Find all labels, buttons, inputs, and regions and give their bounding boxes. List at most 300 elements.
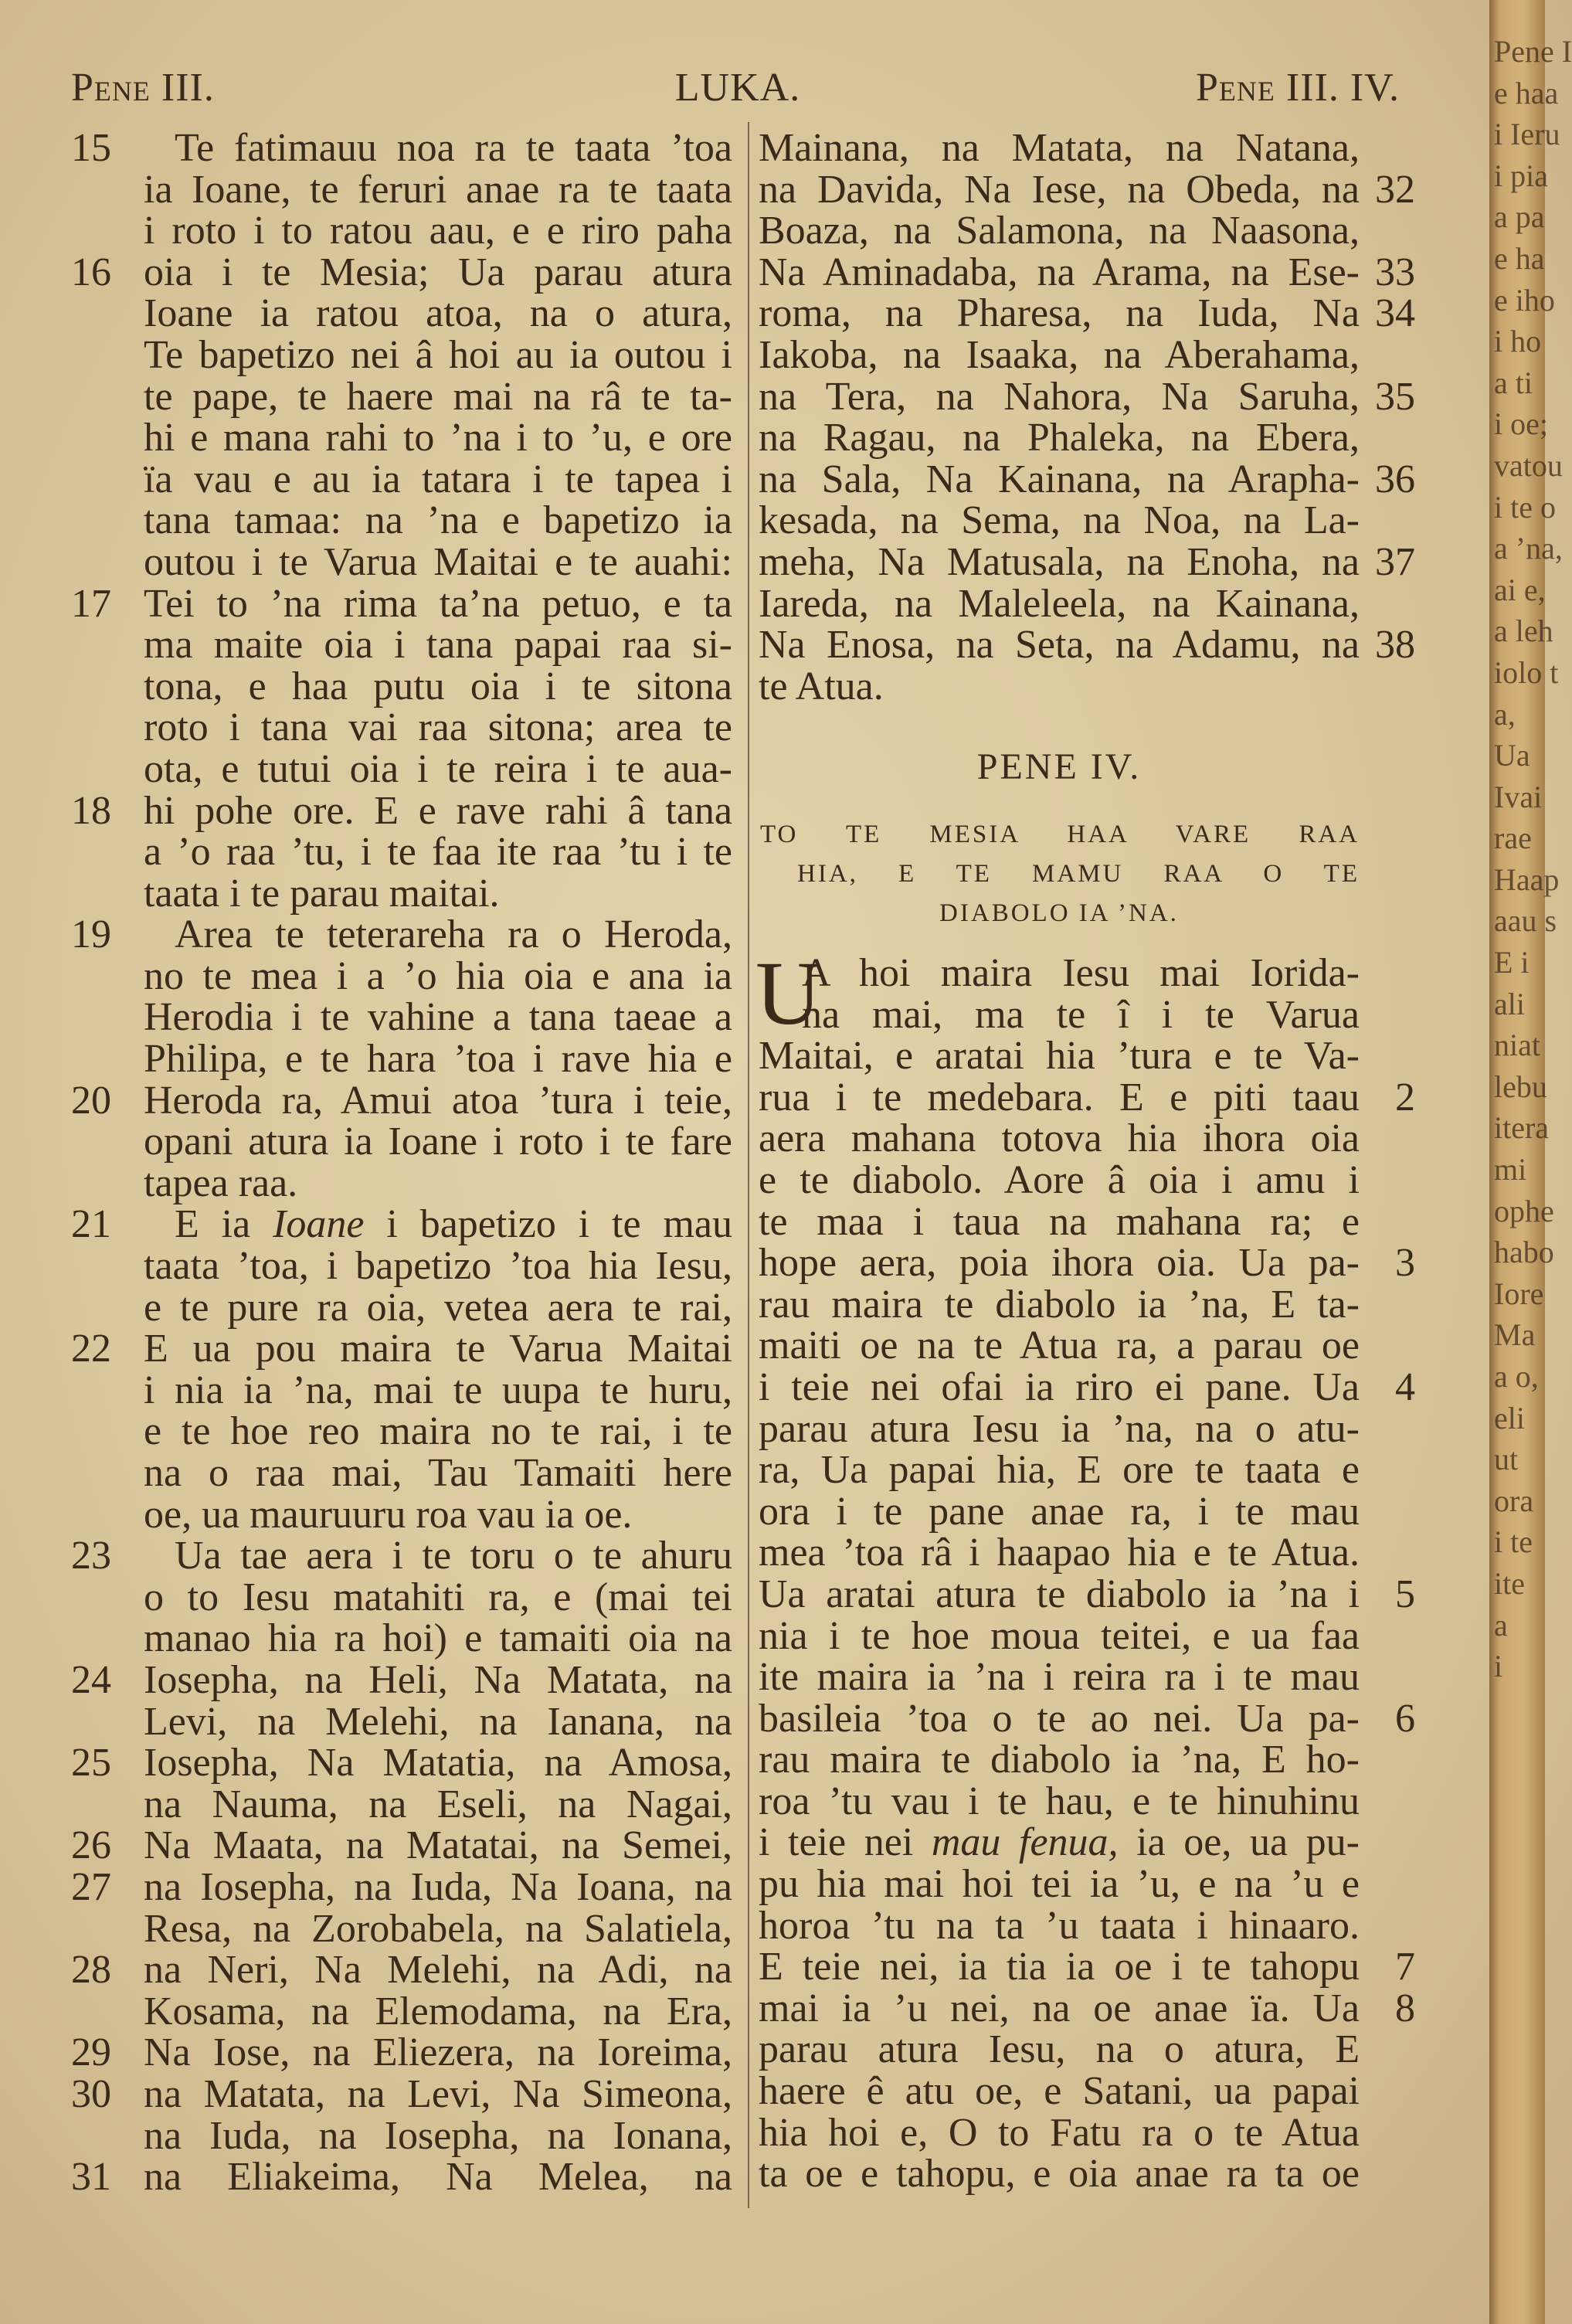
verse-number: 7 xyxy=(1395,1945,1415,1989)
text-run: outou i te Varua Maitai e te auahi: xyxy=(144,539,732,584)
text-run: Boaza, na Salamona, na Naasona, xyxy=(759,209,1360,253)
text-run: hia hoi e, O to Fatu ra o te Atua xyxy=(759,2110,1360,2155)
text-line xyxy=(71,169,732,211)
line-text xyxy=(144,210,732,252)
adjacent-page-text-fragment: niat xyxy=(1494,1028,1540,1063)
text-line xyxy=(71,1742,732,1784)
line-text xyxy=(759,500,1360,542)
line-text xyxy=(759,2112,1360,2154)
line-text xyxy=(144,666,732,708)
line-text xyxy=(144,2071,732,2116)
text-line xyxy=(71,1245,732,1287)
text-line xyxy=(759,1864,1423,1905)
line-text xyxy=(759,1905,1360,1947)
text-line xyxy=(759,1157,1423,1202)
adjacent-page-text-fragment: ophe xyxy=(1494,1193,1554,1228)
text-line xyxy=(759,500,1423,542)
line-text xyxy=(759,169,1360,211)
text-line xyxy=(759,169,1423,211)
text-run: Te bapetizo nei â hoi au ia outou i xyxy=(144,332,732,377)
text-line xyxy=(71,914,732,956)
adjacent-page-text-fragment: habo xyxy=(1494,1235,1554,1270)
verse-number: 23 xyxy=(71,1534,111,1578)
text-run: Na Enosa, na Seta, na Adamu, na xyxy=(759,623,1360,668)
line-text xyxy=(759,1035,1360,1077)
text-run: na Matata, na Levi, Na Simeona, xyxy=(144,2071,732,2116)
adjacent-page-text-fragment: a xyxy=(1494,1607,1508,1643)
text-run: mea ’toa râ i haapao hia e te Atua. xyxy=(759,1531,1360,1575)
text-line xyxy=(71,1121,732,1163)
text-line xyxy=(759,994,1423,1036)
text-line xyxy=(71,2032,732,2074)
adjacent-page-text-fragment: Haap xyxy=(1494,861,1560,897)
adjacent-page-text-fragment: a leh xyxy=(1494,613,1553,649)
line-text xyxy=(759,1242,1360,1284)
text-run: Iosepha, Na Matatia, na Amosa, xyxy=(144,1741,732,1785)
text-run: ïa vau e au ia tatara i te tapea i xyxy=(144,457,732,501)
line-text xyxy=(144,500,732,542)
text-line xyxy=(759,666,1423,708)
text-run: Na Iose, na Eliezera, na Ioreima, xyxy=(144,2030,732,2075)
text-line xyxy=(71,1825,732,1867)
line-text xyxy=(759,1491,1360,1533)
line-text xyxy=(759,459,1360,501)
verse-number: 3 xyxy=(1395,1241,1415,1286)
line-text xyxy=(759,666,1360,708)
line-text xyxy=(144,914,732,956)
text-line xyxy=(71,332,732,377)
line-text xyxy=(144,1991,732,2033)
text-run: mai ia ’u nei, na oe anae ïa. Ua xyxy=(759,1986,1360,2030)
adjacent-page-text-fragment: i te xyxy=(1494,1524,1533,1560)
text-line xyxy=(759,1449,1423,1491)
text-line xyxy=(71,210,732,252)
text-line xyxy=(759,1739,1423,1781)
verse-number: 2 xyxy=(1395,1075,1415,1120)
adjacent-page-edge xyxy=(1489,0,1572,2324)
verse-number: 33 xyxy=(1375,250,1415,294)
italic-text: Ioane xyxy=(273,1202,365,1247)
line-text xyxy=(759,624,1360,666)
line-text xyxy=(144,2032,732,2074)
adjacent-page-text-fragment: Ua xyxy=(1494,738,1530,773)
line-text xyxy=(144,707,732,749)
text-line xyxy=(71,1784,732,1826)
text-line xyxy=(71,583,732,625)
line-text xyxy=(759,1781,1360,1823)
line-text xyxy=(759,1077,1360,1119)
text-run: Na Maata, na Matatai, na Semei, xyxy=(144,1823,732,1868)
verse-number: 27 xyxy=(71,1864,111,1909)
adjacent-page-text-fragment: i Ieru xyxy=(1494,117,1560,152)
line-text xyxy=(759,1656,1360,1698)
text-line xyxy=(759,2112,1423,2154)
text-run: parau atura Iesu, na o atura, E xyxy=(759,2027,1360,2072)
verse-number: 34 xyxy=(1375,291,1415,336)
text-run: Heroda ra, Amui atoa ’tura i teie, xyxy=(144,1078,732,1123)
text-line xyxy=(71,1370,732,1412)
line-text xyxy=(144,1038,732,1080)
line-text xyxy=(759,1571,1360,1616)
text-line xyxy=(759,1781,1423,1823)
text-line xyxy=(71,1657,732,1702)
line-text xyxy=(759,1822,1360,1864)
line-text xyxy=(759,1739,1360,1781)
line-text xyxy=(144,831,732,873)
verse-number: 4 xyxy=(1395,1364,1415,1409)
text-run: Kosama, na Elemodama, na Era, xyxy=(144,1989,732,2034)
text-line xyxy=(759,1571,1423,1616)
line-text xyxy=(144,1825,732,1867)
line-text xyxy=(144,953,732,998)
adjacent-page-text-fragment: e ha xyxy=(1494,240,1545,276)
text-line xyxy=(759,1613,1423,1658)
line-text xyxy=(759,2153,1360,2195)
running-head-book-title: LUKA. xyxy=(674,66,801,110)
text-run: na Neri, Na Melehi, na Adi, na xyxy=(144,1948,732,1993)
line-text xyxy=(144,252,732,294)
verse-number: 29 xyxy=(71,2030,111,2075)
adjacent-page-text-fragment: a ti xyxy=(1494,365,1533,400)
text-run: manao hia ra hoi) e tamaiti oia na xyxy=(144,1616,732,1661)
text-run: na Ragau, na Phaleka, na Ebera, xyxy=(759,416,1360,460)
line-text xyxy=(759,293,1360,335)
verse-number: 5 xyxy=(1395,1571,1415,1616)
running-head-right: Pene III. IV. xyxy=(1195,66,1400,110)
text-line xyxy=(759,1242,1423,1284)
text-line xyxy=(759,376,1423,418)
adjacent-page-text-fragment: i oe; xyxy=(1494,406,1548,442)
text-run: rau maira te diabolo ia ’na, E ho- xyxy=(759,1738,1360,1782)
text-line xyxy=(759,624,1423,666)
text-run: no te mea i a ’o hia oia e ana ia xyxy=(144,953,732,998)
text-line xyxy=(759,1077,1423,1119)
text-run: te Atua. xyxy=(759,664,884,708)
line-text xyxy=(759,1408,1360,1450)
text-run: Herodia i te vahine a tana taeae a xyxy=(144,995,732,1040)
text-run: taata ’toa, i bapetizo ’toa hia Iesu, xyxy=(144,1244,732,1289)
text-run: meha, Na Matusala, na Enoha, na xyxy=(759,539,1360,584)
text-line xyxy=(71,500,732,542)
text-line xyxy=(759,293,1423,335)
verse-number: 22 xyxy=(71,1327,111,1371)
adjacent-page-text-fragment: e haa xyxy=(1494,75,1559,110)
text-line xyxy=(71,1160,732,1205)
text-run: e te diabolo. Aore â oia i amu i xyxy=(759,1157,1360,1202)
adjacent-page-text-fragment: mi xyxy=(1494,1152,1527,1187)
line-text xyxy=(759,332,1360,377)
text-run: Ioane ia ratou atoa, na o atura, xyxy=(144,291,732,336)
adjacent-page-text-fragment: i xyxy=(1494,1649,1503,1684)
text-run: hi pohe ore. E e rave rahi â tana xyxy=(144,788,732,833)
text-run: Philipa, e te hara ’toa i rave hia e xyxy=(144,1037,732,1082)
line-text xyxy=(144,1121,732,1163)
adjacent-page-text-fragment: ite xyxy=(1494,1565,1525,1601)
drop-cap: U xyxy=(755,943,822,1044)
line-text xyxy=(802,994,1360,1036)
line-text xyxy=(759,1284,1360,1326)
text-run: opani atura ia Ioane i roto i te fare xyxy=(144,1120,732,1164)
text-run: ite maira ia ’na i reira ra i te mau xyxy=(759,1655,1360,1700)
line-text xyxy=(144,376,732,418)
text-run: kesada, na Sema, na Noa, na La- xyxy=(759,498,1360,543)
text-line xyxy=(759,953,1423,994)
line-text xyxy=(759,1364,1360,1409)
text-run: i teie nei ofai ia riro ei pane. Ua xyxy=(759,1364,1360,1409)
text-line xyxy=(71,666,732,708)
text-run: te pape, te haere mai na râ te ta- xyxy=(144,374,732,419)
adjacent-page-text-fragment: rae xyxy=(1494,821,1532,856)
line-text xyxy=(759,2029,1360,2071)
text-run: e te pure ra oia, vetea aera te rai, xyxy=(144,1285,732,1330)
adjacent-page-text-fragment: a pa xyxy=(1494,199,1545,235)
text-line xyxy=(71,1908,732,1950)
text-line xyxy=(759,1532,1423,1574)
text-line xyxy=(71,1411,732,1452)
text-line xyxy=(759,1325,1423,1367)
text-run: tana tamaa: na ’na e bapetizo ia xyxy=(144,498,732,543)
line-text xyxy=(144,1160,732,1205)
text-line xyxy=(71,127,732,169)
text-run: nia i te hoe moua teitei, e ua faa xyxy=(759,1613,1360,1658)
adjacent-page-text-fragment: ora xyxy=(1494,1483,1534,1518)
text-run: na Iosepha, na Iuda, Na Ioana, na xyxy=(144,1864,732,1909)
verse-number: 32 xyxy=(1375,167,1415,212)
adjacent-page-text-fragment: ut xyxy=(1494,1442,1519,1477)
text-line xyxy=(71,1287,732,1329)
text-run: ma maite oia i tana papai raa si- xyxy=(144,623,732,668)
line-text xyxy=(144,873,732,915)
text-run: Resa, na Zorobabela, na Salatiela, xyxy=(144,1906,732,1951)
text-run: roma, na Pharesa, na Iuda, Na xyxy=(759,291,1360,336)
text-run: e te hoe reo maira no te rai, i te xyxy=(144,1409,732,1454)
adjacent-page-text-fragment: Iore xyxy=(1494,1276,1544,1311)
text-line xyxy=(759,1656,1423,1698)
line-text xyxy=(144,1908,732,1950)
chapter-summary xyxy=(759,815,1360,933)
text-line xyxy=(759,2071,1423,2112)
verse-number: 21 xyxy=(71,1202,111,1247)
verse-number: 8 xyxy=(1395,1986,1415,2030)
text-line xyxy=(759,1118,1423,1160)
line-text xyxy=(759,1988,1360,2030)
line-text xyxy=(144,1864,732,1909)
text-run: na Davida, Na Iese, na Obeda, na xyxy=(759,167,1360,212)
text-run: ia oe, ua pu- xyxy=(1118,1820,1360,1865)
line-text xyxy=(802,953,1360,994)
line-text xyxy=(759,252,1360,294)
adjacent-page-text-fragment: vatou xyxy=(1494,447,1563,483)
text-run: na mai, ma te î i te Varua xyxy=(802,992,1360,1037)
text-line xyxy=(759,127,1423,169)
text-line xyxy=(759,1408,1423,1450)
text-run: horoa ’tu na ta ’u taata i hinaaro. xyxy=(759,1903,1360,1948)
text-run: aera mahana totova hia ihora oia xyxy=(759,1116,1360,1161)
verse-number: 36 xyxy=(1375,457,1415,501)
line-text xyxy=(759,539,1360,584)
line-text xyxy=(144,127,732,169)
text-run: Maitai, e aratai hia ’tura e te Va- xyxy=(759,1034,1360,1079)
verse-number: 26 xyxy=(71,1823,111,1868)
adjacent-page-text-fragment: aau s xyxy=(1494,903,1557,939)
text-run: Na Aminadaba, na Arama, na Ese- xyxy=(759,250,1360,294)
text-run: ota, e tutui oia i te reira i te aua- xyxy=(144,746,732,791)
text-line xyxy=(71,252,732,294)
verse-number: 6 xyxy=(1395,1696,1415,1741)
text-run: roa ’tu vau i te hau, e te hinuhinu xyxy=(759,1779,1360,1823)
text-line xyxy=(71,1864,732,1909)
column-divider xyxy=(748,122,749,2208)
text-run: ia Ioane, te feruri anae ra te taata xyxy=(144,167,732,212)
line-text xyxy=(144,624,732,666)
right-column-top xyxy=(759,127,1423,707)
line-text xyxy=(144,1494,732,1536)
line-text xyxy=(144,1080,732,1122)
adjacent-page-text-fragment: Pene I xyxy=(1494,34,1572,69)
text-run: hope aera, poia ihora oia. Ua pa- xyxy=(759,1241,1360,1286)
text-run: ta oe e tahopu, e oia anae ra ta oe xyxy=(759,2152,1360,2197)
text-run: Iakoba, na Isaaka, na Aberahama, xyxy=(759,332,1360,377)
text-run: pu hia mai hoi tei ia ’u, e na ’u e xyxy=(759,1862,1360,1907)
line-text xyxy=(759,2071,1360,2112)
line-text xyxy=(144,1742,732,1784)
line-text xyxy=(144,332,732,377)
text-line xyxy=(759,1491,1423,1533)
text-line xyxy=(71,1701,732,1743)
text-line xyxy=(759,1988,1423,2030)
text-run: tapea raa. xyxy=(144,1160,298,1205)
line-text xyxy=(144,1657,732,1702)
verse-number: 37 xyxy=(1375,539,1415,584)
adjacent-page-text-fragment: Ma xyxy=(1494,1317,1536,1353)
line-text xyxy=(144,1701,732,1743)
adjacent-page-text-fragment: itera xyxy=(1494,1110,1550,1146)
line-text xyxy=(144,1411,732,1452)
text-run: Ua tae aera i te toru o te ahuru xyxy=(175,1534,732,1578)
text-line xyxy=(71,1328,732,1370)
verse-number: 15 xyxy=(71,126,111,170)
text-line xyxy=(759,1698,1423,1740)
text-run: Iareda, na Maleleela, na Kainana, xyxy=(759,581,1360,626)
text-line xyxy=(71,1452,732,1494)
right-column-body xyxy=(755,943,1423,2197)
text-line xyxy=(71,746,732,791)
chapter-summary-line: HIA, E TE MAMU RAA O TE xyxy=(797,860,1360,888)
text-run: maiti oe na te Atua ra, a parau oe xyxy=(759,1323,1360,1368)
text-run: Mainana, na Matata, na Natana, xyxy=(759,126,1360,170)
line-text xyxy=(144,1245,732,1287)
line-text xyxy=(759,1201,1360,1243)
text-line xyxy=(71,831,732,873)
line-text xyxy=(759,1118,1360,1160)
text-line xyxy=(71,2156,732,2198)
text-line xyxy=(759,539,1423,584)
text-line xyxy=(759,1905,1423,1947)
line-text xyxy=(759,1946,1360,1988)
line-text xyxy=(144,293,732,335)
line-text xyxy=(144,169,732,211)
text-line xyxy=(71,1577,732,1619)
text-line xyxy=(71,1038,732,1080)
line-text xyxy=(144,2156,732,2198)
line-text xyxy=(759,1613,1360,1658)
verse-number: 18 xyxy=(71,788,111,833)
line-text xyxy=(144,459,732,501)
text-run: Te fatimauu noa ra te taata ’toa xyxy=(175,126,732,170)
text-run: na o raa mai, Tau Tamaiti here xyxy=(144,1451,732,1495)
text-line xyxy=(759,1035,1423,1077)
line-text xyxy=(144,2115,732,2157)
verse-number: 30 xyxy=(71,2071,111,2116)
text-line xyxy=(71,1991,732,2033)
text-run: oia i te Mesia; Ua parau atura xyxy=(144,250,732,294)
text-line xyxy=(71,953,732,998)
line-text xyxy=(144,417,732,459)
text-run: i teie nei xyxy=(759,1820,932,1865)
text-line xyxy=(71,1204,732,1245)
text-run: Levi, na Melehi, na Ianana, na xyxy=(144,1699,732,1744)
text-run: o to Iesu matahiti ra, e (mai tei xyxy=(144,1575,732,1619)
line-text xyxy=(759,1698,1360,1740)
text-line xyxy=(759,332,1423,377)
adjacent-page-text-fragment: E i xyxy=(1494,945,1530,980)
adjacent-page-text-fragment: a ’na, xyxy=(1494,531,1563,566)
verse-number: 16 xyxy=(71,250,111,294)
verse-number: 31 xyxy=(71,2155,111,2200)
line-text xyxy=(144,1370,732,1412)
adjacent-page-text-fragment: lebu xyxy=(1494,1069,1547,1104)
text-line xyxy=(71,707,732,749)
line-text xyxy=(144,1535,732,1577)
text-run: na Nauma, na Eseli, na Nagai, xyxy=(144,1782,732,1826)
text-line xyxy=(759,459,1423,501)
line-text xyxy=(144,790,732,832)
text-line xyxy=(759,2029,1423,2071)
text-line xyxy=(759,1284,1423,1326)
adjacent-page-text-fragment: i ho xyxy=(1494,324,1542,359)
line-text xyxy=(759,583,1360,625)
text-line xyxy=(71,997,732,1038)
text-run: a ’o raa ’tu, i te faa ite raa ’tu i te xyxy=(144,830,732,875)
line-text xyxy=(759,1532,1360,1574)
adjacent-page-text-fragment: ali xyxy=(1494,986,1525,1021)
text-line xyxy=(71,624,732,666)
line-text xyxy=(759,210,1360,252)
line-text xyxy=(144,1577,732,1619)
adjacent-page-text-fragment: i te o xyxy=(1494,489,1556,525)
text-line xyxy=(71,417,732,459)
verse-number: 17 xyxy=(71,581,111,626)
text-run: basileia ’toa o te ao nei. Ua pa- xyxy=(759,1696,1360,1741)
text-run: taata i te parau maitai. xyxy=(144,871,500,916)
text-line xyxy=(71,2071,732,2116)
text-line xyxy=(71,539,732,584)
adjacent-page-text-fragment: iolo t xyxy=(1494,654,1559,690)
verse-number: 19 xyxy=(71,912,111,957)
line-text xyxy=(144,746,732,791)
text-line xyxy=(71,376,732,418)
text-run: Iosepha, na Heli, Na Matata, na xyxy=(144,1657,732,1702)
italic-text: mau fenua, xyxy=(931,1820,1119,1865)
line-text xyxy=(144,1452,732,1494)
text-line xyxy=(759,1822,1423,1864)
text-line xyxy=(71,2115,732,2157)
text-line xyxy=(71,1535,732,1577)
line-text xyxy=(144,583,732,625)
line-text xyxy=(759,1864,1360,1905)
line-text xyxy=(759,1157,1360,1202)
text-run: haere ê atu oe, e Satani, ua papai xyxy=(759,2069,1360,2114)
